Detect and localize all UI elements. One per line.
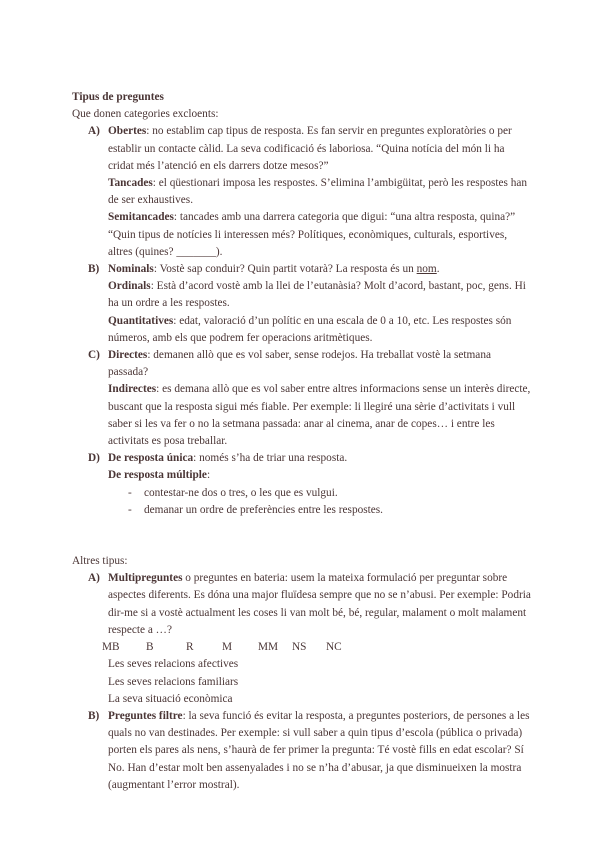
tancades-paragraph bbox=[108, 175, 532, 209]
section-intro-excloents: Que donen categories excloents: bbox=[72, 108, 219, 121]
item-c-directes bbox=[72, 347, 532, 450]
nominals-label: Nominals bbox=[108, 263, 154, 276]
semitancades-paragraph bbox=[108, 209, 532, 261]
item-a-multipreguntes bbox=[72, 570, 532, 639]
resposta-multiple-label: De resposta múltiple bbox=[108, 469, 207, 482]
scale-option: MB bbox=[102, 641, 120, 654]
dash-bullet: - bbox=[128, 503, 132, 516]
scale-option: MM bbox=[258, 641, 279, 654]
section-intro-altres: Altres tipus: bbox=[72, 555, 128, 568]
item-letter: B) bbox=[88, 709, 100, 722]
list-item-text: demanar un ordre de preferències entre les respostes. bbox=[144, 503, 384, 516]
scale-option: B bbox=[146, 641, 154, 654]
dash-bullet: - bbox=[128, 486, 132, 499]
filtre-label: Preguntes filtre bbox=[108, 709, 183, 722]
scale-item: La seva situació econòmica bbox=[108, 692, 233, 705]
item-d-resposta bbox=[72, 450, 532, 484]
multipreguntes-paragraph bbox=[108, 570, 532, 639]
scale-option: NC bbox=[326, 641, 342, 654]
multipreguntes-label: Multipreguntes bbox=[108, 572, 183, 585]
item-letter: C) bbox=[88, 349, 100, 362]
item-a-obertes bbox=[72, 123, 532, 261]
semitancades-text: : tancades amb una darrera categoria que digui: “una altra resposta, quina?” “Quin tipus de notícies li interessen més? Polítiques, econòmiques, culturals, esportives, altres (quines? _______). bbox=[108, 211, 516, 258]
scale-option: NS bbox=[292, 641, 307, 654]
item-letter: A) bbox=[88, 125, 100, 138]
list-item bbox=[108, 502, 532, 519]
directes-paragraph bbox=[108, 347, 532, 381]
scale-option: M bbox=[222, 641, 233, 654]
filtre-paragraph bbox=[108, 708, 532, 794]
obertes-paragraph bbox=[108, 123, 532, 175]
resposta-multiple-text: : bbox=[206, 469, 211, 482]
nominals-text: : Vostè sap conduir? Quin partit votarà? La resposta és un bbox=[153, 263, 417, 276]
response-scale bbox=[72, 639, 532, 656]
section-spacer bbox=[72, 519, 532, 536]
section-spacer bbox=[72, 536, 532, 553]
resposta-unica-label: De resposta única bbox=[108, 452, 194, 465]
item-b-filtre bbox=[72, 708, 532, 794]
indirectes-paragraph bbox=[108, 381, 532, 450]
ordinals-text: : Està d’acord vostè amb la llei de l’eutanàsia? Molt d’acord, bastant, poc, gens. Hi ha un ordre a les respostes. bbox=[108, 280, 526, 310]
tancades-label: Tancades bbox=[108, 177, 153, 190]
resposta-unica-paragraph bbox=[108, 450, 532, 467]
quantitatives-paragraph bbox=[108, 313, 532, 347]
item-b-nominals bbox=[72, 261, 532, 347]
scale-item: Les seves relacions familiars bbox=[108, 675, 239, 688]
quantitatives-label: Quantitatives bbox=[108, 314, 174, 327]
item-letter: B) bbox=[88, 263, 100, 276]
obertes-text: : no establim cap tipus de resposta. Es fan servir en preguntes exploratòries o per establir un contacte càlid. La seva codificació és laboriosa. “Quina notícia del món li ha cridat més l’atenció en els darrers dotze mesos?” bbox=[108, 125, 512, 172]
ordinals-label: Ordinals bbox=[108, 280, 151, 293]
nominals-underlined-word: nom bbox=[416, 263, 437, 276]
directes-label: Directes bbox=[108, 349, 148, 362]
scale-item: Les seves relacions afectives bbox=[108, 658, 239, 671]
quantitatives-text: : edat, valoració d’un polític en una escala de 0 a 10, etc. Les respostes són números, amb els que podrem fer operacions aritmètiques. bbox=[108, 314, 512, 344]
list-item bbox=[108, 485, 532, 502]
indirectes-label: Indirectes bbox=[108, 383, 157, 396]
ordinals-paragraph bbox=[108, 278, 532, 312]
multipreguntes-text: o preguntes en bateria: usem la mateixa formulació per preguntar sobre aspectes diferents. Es dóna una major fluïdesa sempre que no se n’abusi. Per exemple: Podria dir-me si a vostè actualment les coses li van molt bé, bé, regular, malament o molt malament respecte a …? bbox=[108, 572, 531, 636]
document-body bbox=[72, 89, 532, 794]
document-title: Tipus de preguntes bbox=[72, 91, 164, 103]
list-item-text: contestar-ne dos o tres, o les que es vulgui. bbox=[144, 486, 338, 499]
item-letter: A) bbox=[88, 572, 100, 585]
nominals-text-end: . bbox=[436, 263, 440, 276]
scale-option: R bbox=[186, 641, 194, 654]
filtre-text: : la seva funció és evitar la resposta, a preguntes posteriors, de persones a les quals no van destinades. Per exemple: si vull saber a quin tipus d’escola (pública o privada) porten els pares als nens, s’haurà de fer primer la pregunta: Té vostè fills en edat escolar? Sí No. Han d’estar molt ben assenyalades i no se n’ha d’abusar, ja que disminueixen la mostra (augmentant l’error mostral). bbox=[108, 709, 530, 791]
directes-text: : demanen allò que es vol saber, sense rodejos. Ha treballat vostè la setmana passada? bbox=[108, 349, 491, 379]
indirectes-text: : es demana allò que es vol saber entre altres informacions sense un interès directe, buscant que la resposta sigui més fiable. Per exemple: li llegiré una sèrie d’activitats i vull saber si les va fer o no la setmana passada: anar al cinema, anar de copes… i entre les activitats es posa treballar. bbox=[108, 383, 531, 448]
tancades-text: : el qüestionari imposa les respostes. S’elimina l’ambigüitat, però les respostes han de ser exhaustives. bbox=[108, 177, 528, 207]
item-letter: D) bbox=[88, 452, 100, 465]
semitancades-label: Semitancades bbox=[108, 211, 174, 224]
nominals-paragraph bbox=[108, 261, 532, 278]
obertes-label: Obertes bbox=[108, 125, 147, 138]
resposta-unica-text: : només s’ha de triar una resposta. bbox=[193, 452, 348, 465]
resposta-multiple-paragraph bbox=[108, 467, 532, 484]
